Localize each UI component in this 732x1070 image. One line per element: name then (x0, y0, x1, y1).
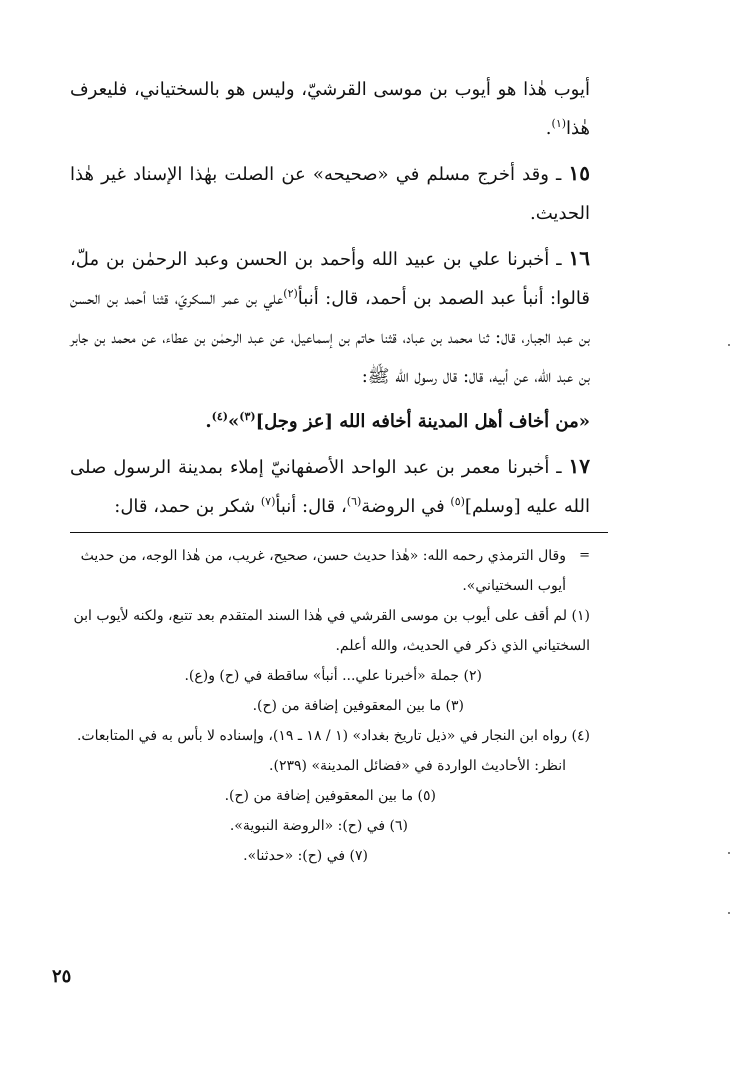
paragraph-1-end: . (545, 118, 552, 139)
entry-number-17: ١٧ (568, 454, 590, 478)
paragraph-15 (70, 154, 590, 233)
footnote-1: (١) لم أقف على أيوب بن موسى القرشي في هٰذا السند المتقدم بعد تتبع، ولكنه لأيوب ابن السختياني الذي ذكر في الحديث، والله أعلم. (73, 608, 590, 654)
footnotes (70, 541, 590, 871)
paragraph-16 (70, 239, 590, 396)
footnote-ref-1: (١) (551, 117, 567, 130)
paragraph-17-text-a: ـ أخبرنا معمر بن عبد الواحد الأصفهانيّ إملاء بمدينة الرسول صلى الله عليه [وسلم] (70, 457, 590, 517)
footnote-ref-3: (٣) (239, 410, 256, 423)
footnote-ref-5: (٥) (450, 495, 465, 508)
entry-number-16: ١٦ (568, 246, 590, 270)
footnote-5: (٥) ما بين المعقوفين إضافة من (ح). (224, 788, 436, 804)
footnote-ref-6: (٦) (346, 495, 362, 508)
footnote-4: (٤) رواه ابن النجار في «ذيل تاريخ بغداد» (١ / ١٨ ـ ١٩)، وإسناده لا بأس به في المتابعات. (76, 728, 590, 744)
footnote-continuation-text: وقال الترمذي رحمه الله: «هٰذا حديث حسن، صحيح، غريب، من هٰذا الوجه، من حديث أيوب السختياني». (80, 548, 566, 594)
footnote-ref-7: (٧) (260, 495, 276, 508)
paragraph-17-text-b: في الروضة (361, 496, 451, 517)
paragraph-1 (70, 70, 590, 148)
footnote-7: (٧) في (ح): «حدثنا». (243, 848, 368, 864)
hadith-text (70, 402, 590, 441)
paragraph-16-text-b: علي بن عمر السكريّ، قثنا أحمد بن الحسن بن عبد الجبار، قال: ثنا محمد بن عباد، قثنا حاتم بن إسماعيل، عن عبد الرحمٰن بن عطاء، عن محمد بن جابر بن عبد الله، عن أبيه، قال: قال رسول الله ﷺ: (70, 288, 590, 387)
hadith-close-quote: » (227, 411, 240, 432)
scan-speck (728, 852, 730, 854)
page-content (70, 70, 590, 871)
paragraph-17 (70, 447, 590, 526)
hadith-quote: «من أخاف أهل المدينة أخافه الله [عز وجل] (255, 411, 590, 432)
footnote-4-see-also: انظر: الأحاديث الواردة في «فضائل المدينة» (٢٣٩). (269, 758, 566, 774)
scan-speck (728, 344, 730, 346)
footnote-ref-2: (٢) (283, 287, 298, 300)
scan-speck (728, 912, 730, 914)
entry-number-15: ١٥ (568, 161, 590, 185)
paragraph-1-text: أيوب هٰذا هو أيوب بن موسى القرشيّ، وليس هو بالسختياني، فليعرف هٰذا (70, 79, 590, 139)
paragraph-16-text-a: ـ أخبرنا علي بن عبيد الله وأحمد بن الحسن وعبد الرحمٰن بن ملّ، قالوا: أنبأ عبد الصمد بن أحمد، قال: أنبأ (70, 249, 590, 309)
continuation-mark: = (579, 548, 590, 563)
page-number: ٢٥ (52, 966, 72, 987)
footnote-2: (٢) جملة «أخبرنا علي... أنبأ» ساقطة في (ح) و(ع). (184, 668, 482, 684)
paragraph-15-text: ـ وقد أخرج مسلم في «صحيحه» عن الصلت بهٰذا الإسناد غير هٰذا الحديث. (70, 164, 590, 224)
footnote-6: (٦) في (ح): «الروضة النبوية». (229, 818, 408, 834)
footnote-3: (٣) ما بين المعقوفين إضافة من (ح). (252, 698, 464, 714)
footnote-continuation (70, 541, 590, 601)
footnote-ref-4: (٤) (211, 410, 228, 423)
footnote-divider (70, 532, 608, 533)
paragraph-17-text-d: شكر بن حمد، قال: (114, 496, 261, 517)
main-text (70, 70, 590, 526)
paragraph-17-text-c: ، قال: أنبأ (275, 496, 347, 517)
hadith-end: . (205, 411, 212, 432)
